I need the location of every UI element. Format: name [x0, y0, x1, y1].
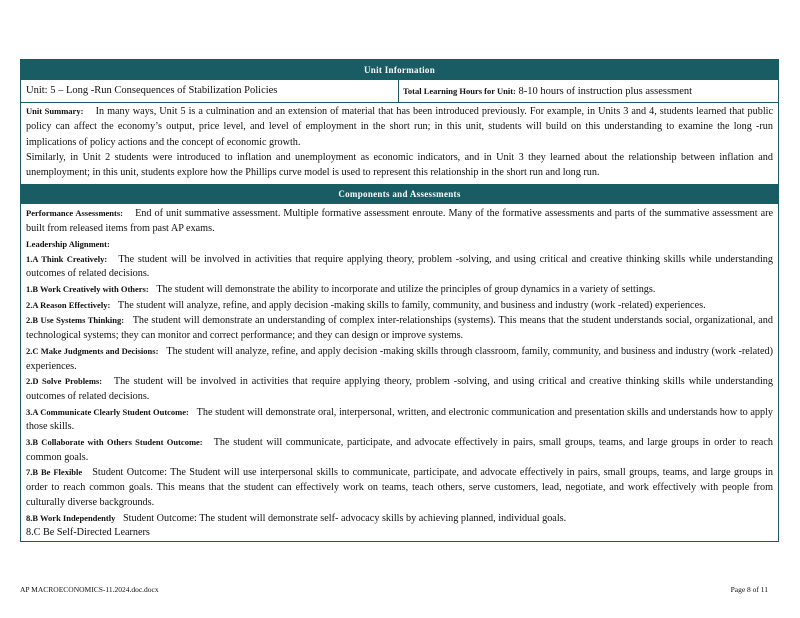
leadership-item — [26, 511, 773, 527]
leadership-item-label: 2.B Use Systems Thinking: — [26, 315, 125, 326]
footer-filename: AP MACROECONOMICS-11.2024.doc.docx — [20, 585, 159, 594]
leadership-item-label: 2.C Make Judgments and Decisions: — [26, 345, 159, 356]
hours-value: 8-10 hours of instruction plus assessment — [518, 86, 693, 97]
unit-information-table — [20, 59, 779, 542]
unit-row — [21, 80, 778, 103]
leadership-item — [26, 405, 773, 435]
leadership-item — [26, 374, 773, 404]
leadership-item — [26, 465, 773, 510]
leadership-item-label: 7.B Be Flexible — [26, 467, 83, 478]
unit-hours-cell — [399, 80, 778, 102]
leadership-item-text: The student will communicate, participate, and advocate effectively in pairs, small groups, teams, and large groups in order to reach common goals. — [26, 437, 774, 463]
leadership-item-text: The student will be involved in activities that require applying theory, problem -solving, and using critical and creative thinking skills while understanding outcomes of related decisions. — [26, 253, 773, 280]
unit-label: Unit: — [26, 85, 48, 96]
leadership-item-text: The student will demonstrate oral, interpersonal, written, and electronic communication and presentation skills and understands how to apply those skills. — [26, 406, 773, 433]
leadership-item — [26, 435, 773, 465]
performance-text: End of unit summative assessment. Multiple formative assessment enroute. Many of the formative assessments and parts of the summative assessment are built from released items from past AP exams. — [26, 208, 774, 235]
leadership-item-text: The student will demonstrate an understanding of complex inter-relationships (systems). This means that the student understands social, organizational, and technological systems; they can monitor and correct performance; and they can design or improve systems. — [26, 315, 773, 342]
components-body — [21, 204, 778, 540]
leadership-item-text: The student will analyze, refine, and apply decision -making skills to family, community, and business and industry (work -related) experiences. — [117, 299, 706, 311]
last-item: 8.C Be Self-Directed Learners — [26, 527, 150, 539]
unit-summary — [21, 103, 778, 184]
summary-paragraph-1: In many ways, Unit 5 is a culmination and an extension of material that has been introduced previously. For example, in Units 3 and 4, students learned that public policy can affect the economy’s output, price level, and level of employment in the short run; in this unit, students will build on this understanding to examine the long -run implications of policy actions and the concept of economic growth. — [26, 106, 774, 148]
leadership-item-label: 1.B Work Creatively with Others: — [26, 284, 149, 294]
leadership-item — [26, 252, 773, 282]
leadership-label: Leadership Alignment: — [26, 238, 110, 249]
leadership-item-label: 2.A Reason Effectively: — [26, 299, 111, 310]
summary-label: Unit Summary: — [26, 106, 84, 116]
unit-name-cell — [21, 80, 399, 102]
leadership-item-label: 1.A Think Creatively: — [26, 253, 108, 264]
unit-name: 5 – Long -Run Consequences of Stabilization Policies — [50, 85, 278, 96]
components-header: Components and Assessments — [21, 184, 778, 204]
unit-information-header: Unit Information — [21, 60, 778, 80]
leadership-item — [26, 298, 773, 314]
leadership-item-text: Student Outcome: The Student will use interpersonal skills to communicate, participate, and advocate effectively in pairs, small groups, teams, and large groups in order to reach common goals. This means that the student can effectively work on teams, teach others, serve customers, lead, negotiate, and work effectively with people from culturally diverse backgrounds. — [26, 467, 773, 508]
leadership-item — [26, 313, 773, 343]
leadership-item-text: The student will analyze, refine, and apply decision -making skills through classroom, family, community, and business and industry (work -related) experiences. — [26, 345, 773, 372]
performance-label: Performance Assessments: — [26, 208, 124, 219]
leadership-item-label: 3.A Communicate Clearly Student Outcome: — [26, 406, 189, 417]
leadership-item-text: The student will demonstrate the ability to incorporate and utilize the principles of group dynamics in a variety of settings. — [156, 284, 656, 295]
leadership-item-label: 8.B Work Independently — [26, 512, 116, 523]
footer-page-number: Page 8 of 11 — [730, 585, 768, 594]
leadership-item — [26, 344, 773, 374]
hours-label: Total Learning Hours for Unit: — [403, 86, 516, 96]
leadership-item-label: 2.D Solve Problems: — [26, 376, 103, 387]
leadership-items — [26, 252, 773, 527]
leadership-item-text: Student Outcome: The student will demonstrate self- advocacy skills by achieving planned, individual goals. — [123, 512, 567, 524]
summary-paragraph-2: Similarly, in Unit 2 students were introduced to inflation and unemployment as economic indicators, and in Unit 3 they learned about the relationship between inflation and unemployment; in this unit, students explore how the Phillips curve model is used to represent this relationship in the short run and long run. — [26, 151, 773, 179]
leadership-item — [26, 282, 773, 298]
leadership-item-text: The student will be involved in activities that require applying theory, problem -solving, and using critical and creative thinking skills while understanding outcomes of related decisions. — [26, 376, 773, 402]
leadership-item-label: 3.B Collaborate with Others Student Outcome: — [26, 437, 203, 448]
